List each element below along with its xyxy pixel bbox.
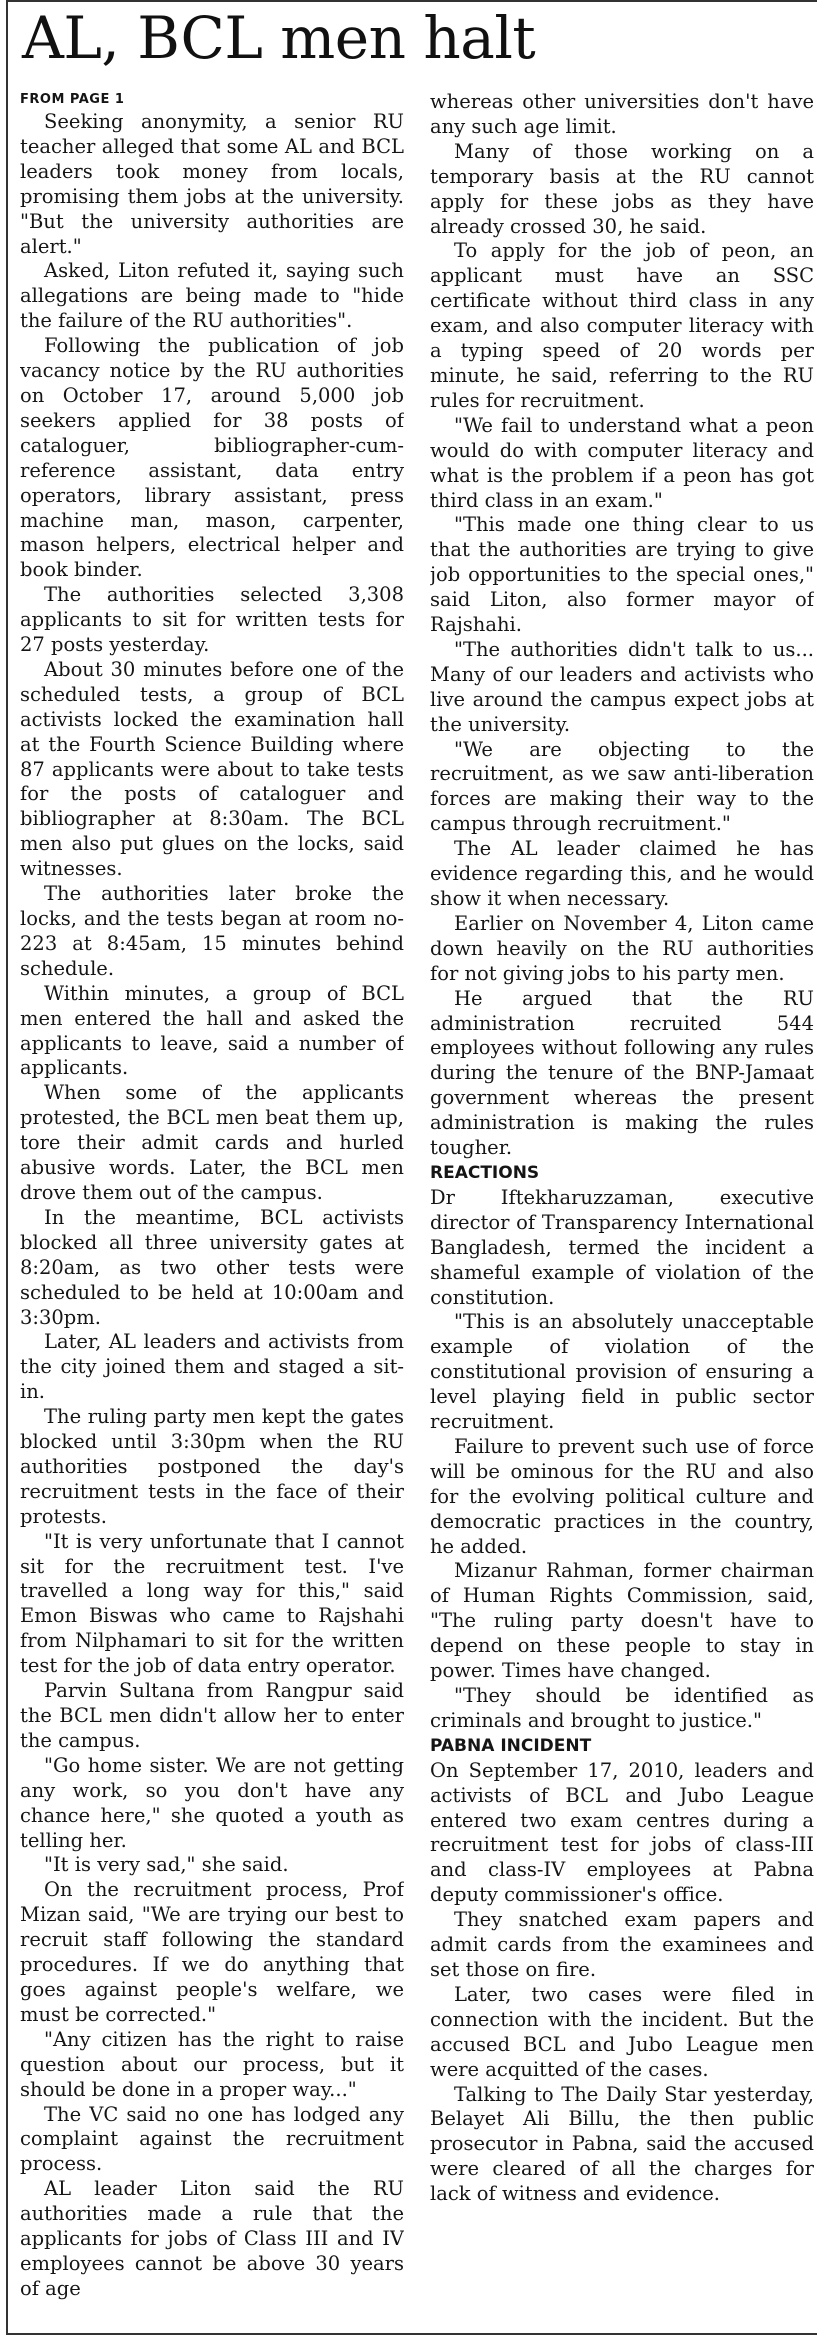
dateline: FROM PAGE 1 xyxy=(20,92,125,107)
paragraph: Earlier on November 4, Liton came down heavily on the RU authorities for not giving jobs to his party men. xyxy=(430,911,814,985)
paragraph: AL leader Liton said the RU authorities made a rule that the applicants for jobs of Class III and IV employees cannot be above 30 years of age xyxy=(20,2177,404,2300)
paragraph: The ruling party men kept the gates blocked until 3:30pm when the RU authorities postponed the day's recruitment tests in the face of their protests. xyxy=(20,1405,404,1528)
paragraph: They snatched exam papers and admit cards from the examinees and set those on fire. xyxy=(430,1908,814,1981)
paragraph: About 30 minutes before one of the scheduled tests, a group of BCL activists locked the examination hall at the Fourth Science Building where 87 applicants were about to take tests for the posts of cataloguer and bibliographer at 8:30am. The BCL men also put glues on the locks, said witnesses. xyxy=(20,657,404,881)
subhead-pabna-incident: PABNA INCIDENT xyxy=(430,1735,592,1756)
paragraph: Parvin Sultana from Rangpur said the BCL men didn't allow her to enter the campus. xyxy=(20,1679,404,1752)
paragraph: Asked, Liton refuted it, saying such allegations are being made to "hide the failure of the RU authorities". xyxy=(20,259,404,333)
paragraph: The VC said no one has lodged any complaint against the recruitment process. xyxy=(20,2102,404,2176)
paragraph: The authorities selected 3,308 applicants to sit for written tests for 27 posts yesterday. xyxy=(20,583,404,657)
paragraph: "They should be identified as criminals and brought to justice." xyxy=(430,1684,814,1732)
paragraph: "It is very sad," she said. xyxy=(44,1853,289,1877)
left-rule xyxy=(6,0,8,2334)
paragraph: "Go home sister. We are not getting any work, so you don't have any chance here," she quoted a youth as telling her. xyxy=(20,1753,404,1852)
paragraph: Talking to The Daily Star yesterday, Belayet Ali Billu, the then public prosecutor in Pabna, said the accused were cleared of all the charges for lack of witness and evidence. xyxy=(430,2082,814,2206)
paragraph: On the recruitment process, Prof Mizan said, "We are trying our best to recruit staff following the standard procedures. If we do anything that goes against people's welfare, we must be corrected." xyxy=(20,1878,404,2026)
paragraph: In the meantime, BCL activists blocked all three university gates at 8:20am, as two other tests were scheduled to be held at 10:00am and 3:30pm. xyxy=(20,1205,404,1329)
continuation-text: whereas other universities don't have any such age limit. xyxy=(430,90,814,138)
reactions-lead: Dr Iftekharuzzaman, executive director of Transparency International Bangladesh, termed the incident a shameful example of violation of the constitution. xyxy=(430,1185,814,1309)
paragraph: He argued that the RU administration recruited 544 employees without following any rules during the tenure of the BNP-Jamaat government whereas the present administration is making the rules tougher. xyxy=(430,986,814,1160)
top-rule xyxy=(6,0,817,2)
paragraph: Later, AL leaders and activists from the city joined them and staged a sit-in. xyxy=(20,1330,404,1404)
paragraph: "We fail to understand what a peon would do with computer literacy and what is the problem if a peon has got third class in an exam." xyxy=(430,413,814,512)
paragraph: Within minutes, a group of BCL men entered the hall and asked the applicants to leave, said a number of applicants. xyxy=(20,981,404,1080)
article-column-right xyxy=(430,90,814,2330)
article-column-left xyxy=(20,90,404,2330)
pabna-lead: On September 17, 2010, leaders and activists of BCL and Jubo League entered two exam centres during a recruitment test for jobs of class-III and class-IV employees at Pabna deputy commissioner's office. xyxy=(430,1758,814,1907)
paragraph: Following the publication of job vacancy notice by the RU authorities on October 17, around 5,000 job seekers applied for 38 posts of cataloguer, bibliographer-cum-reference assistant, data entry operators, library assistant, press machine man, mason, carpenter, mason helpers, electrical helper and book binder. xyxy=(20,334,404,582)
right-body-a xyxy=(430,140,814,1161)
paragraph: The AL leader claimed he has evidence regarding this, and he would show it when necessary. xyxy=(430,837,814,910)
left-body xyxy=(20,110,404,2302)
paragraph: "It is very unfortunate that I cannot sit for the recruitment test. I've travelled a long way for this," said Emon Biswas who came to Rajshahi from Nilphamari to sit for the written test for the job of data entry operator. xyxy=(20,1529,404,1678)
paragraph: Later, two cases were filed in connection with the incident. But the accused BCL and Jubo League men were acquitted of the cases. xyxy=(430,1982,814,2081)
paragraph: "This made one thing clear to us that the authorities are trying to give job opportunities to the special ones," said Liton, also former mayor of Rajshahi. xyxy=(430,513,814,637)
paragraph: When some of the applicants protested, the BCL men beat them up, tore their admit cards and hurled abusive words. Later, the BCL men drove them out of the campus. xyxy=(20,1081,404,1204)
right-body-b xyxy=(430,1310,814,1733)
subhead-reactions: REACTIONS xyxy=(430,1162,540,1183)
paragraph: "This is an absolutely unacceptable example of violation of the constitutional provision of ensuring a level playing field in public sector recruitment. xyxy=(430,1310,814,1434)
bottom-rule xyxy=(6,2333,817,2335)
paragraph: Mizanur Rahman, former chairman of Human Rights Commission, said, "The ruling party doesn't have to depend on these people to stay in power. Times have changed. xyxy=(430,1559,814,1683)
paragraph: Many of those working on a temporary basis at the RU cannot apply for these jobs as they have already crossed 30, he said. xyxy=(430,139,814,238)
right-body-c xyxy=(430,1908,814,2207)
paragraph: To apply for the job of peon, an applicant must have an SSC certificate without third class in any exam, and also computer literacy with a typing speed of 20 words per minute, he said, referring to the RU rules for recruitment. xyxy=(430,239,814,412)
paragraph: "Any citizen has the right to raise question about our process, but it should be done in a proper way..." xyxy=(20,2027,404,2101)
paragraph: Seeking anonymity, a senior RU teacher alleged that some AL and BCL leaders took money from locals, promising them jobs at the university. "But the university authorities are alert." xyxy=(20,110,404,258)
paragraph: "We are objecting to the recruitment, as we saw anti-liberation forces are making their way to the campus through recruitment." xyxy=(430,737,814,836)
paragraph: The authorities later broke the locks, and the tests began at room no-223 at 8:45am, 15 minutes behind schedule. xyxy=(20,882,404,980)
headline: AL, BCL men halt xyxy=(22,4,536,72)
paragraph: Failure to prevent such use of force will be ominous for the RU and also for the evolving political culture and democratic practices in the country, he added. xyxy=(430,1434,814,1558)
paragraph: "The authorities didn't talk to us... Many of our leaders and activists who live around the campus expect jobs at the university. xyxy=(430,637,814,736)
